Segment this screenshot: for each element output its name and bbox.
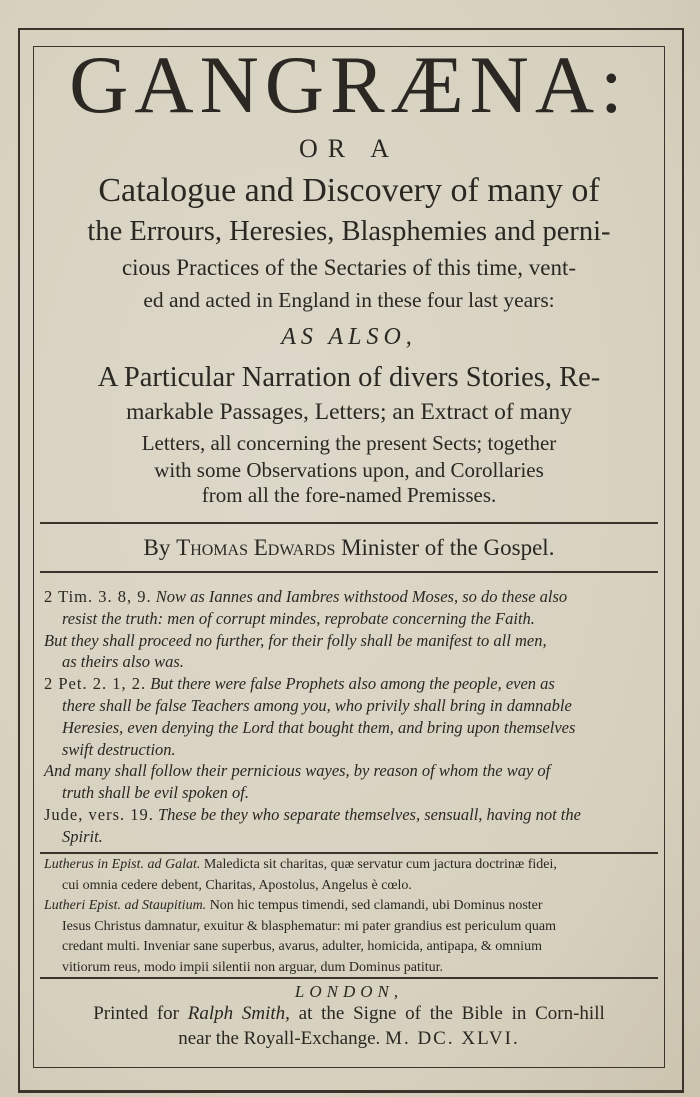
latin-line [62, 939, 680, 955]
quote-text: as theirs also was. [62, 652, 184, 672]
quote-text: And many shall follow their pernicious wayes, by reason of whom the way of [44, 761, 551, 781]
narration-line: A Particular Narration of divers Stories, Re- [97, 362, 601, 393]
scripture-line [62, 696, 680, 716]
quote-text: Non hic tempus timendi, sed clamandi, ubi Dominus noster [209, 898, 543, 913]
scripture-line [62, 718, 680, 738]
narration-line: markable Passages, Letters; an Extract of many [126, 399, 572, 425]
or-a: OR A [299, 134, 399, 163]
latin-line [44, 857, 662, 873]
author-name: Thomas Edwards [176, 535, 336, 560]
citation-ref: Jude, vers. 19. [44, 805, 154, 824]
citation-ref: 2 Pet. 2. 1, 2. [44, 674, 147, 694]
author-by: By [143, 535, 171, 560]
imprint-city: LONDON, [294, 982, 404, 1001]
quote-text: Iesus Christus damnatur, exuitur & blasphematur: mi pater grandius est periculum quam [62, 918, 556, 934]
subtitle-line: cious Practices of the Sectaries of this time, vent- [121, 255, 577, 280]
narration-line: Letters, all concerning the present Sects; together [141, 431, 557, 455]
divider [40, 522, 658, 524]
book-title: GANGRÆNA: [69, 39, 629, 130]
scripture-line [44, 674, 662, 694]
printer-sign: at the Signe of the Bible in Corn-hill [298, 1003, 605, 1024]
imprint-location: near the Royall-Exchange. [178, 1028, 381, 1049]
divider [40, 852, 658, 854]
scripture-line [62, 652, 680, 672]
divider [40, 977, 658, 979]
quote-text: But they shall proceed no further, for their folly shall be manifest to all men, [44, 630, 547, 650]
quote-text: Spirit. [62, 826, 103, 846]
imprint-date-line [33, 1028, 665, 1050]
scripture-line [62, 609, 680, 629]
imprint-year: M. DC. XLVI. [385, 1028, 520, 1049]
scripture-line [44, 761, 662, 781]
latin-line [62, 919, 680, 935]
imprint-printer-line [33, 1003, 665, 1025]
citation-ref: Lutherus in Epist. ad Galat. [44, 857, 201, 872]
narration-line: with some Observations upon, and Corollaries [154, 458, 544, 482]
subtitle-line: ed and acted in England in these four last years: [143, 288, 555, 312]
quote-text: there shall be false Teachers among you, who privily shall bring in damnable [62, 696, 572, 715]
quote-text: cui omnia cedere debent, Charitas, Apostolus, Angelus è cœlo. [62, 877, 412, 893]
latin-line [62, 960, 680, 976]
scripture-line [62, 827, 680, 847]
quote-text: vitiorum reus, modo impii silentii non arguar, dum Dominus patitur. [62, 959, 444, 975]
printed-for: Printed for [93, 1003, 179, 1024]
quote-text: Heresies, even denying the Lord that bought them, and bring upon themselves [62, 717, 576, 737]
as-also: AS ALSO, [281, 324, 417, 350]
quote-text: Maledicta sit charitas, quæ servatur cum jactura doctrinæ fidei, [203, 857, 557, 872]
quote-text: credant multi. Inveniar sane superbus, avarus, adulter, homicida, antipapa, & omnium [62, 939, 542, 954]
subtitle-line: the Errours, Heresies, Blasphemies and perni- [87, 216, 611, 247]
latin-line [62, 878, 680, 894]
quote-text: resist the truth: men of corrupt mindes, reprobate concerning the Faith. [62, 608, 535, 628]
quote-text: truth shall be evil spoken of. [62, 783, 249, 803]
quote-text: Now as Iannes and Iambres withstood Moses, so do these also [155, 587, 568, 606]
author-role: Minister of the Gospel. [341, 535, 555, 560]
quote-text: swift destruction. [62, 739, 176, 759]
author-line [33, 535, 665, 561]
narration-line: from all the fore-named Premisses. [201, 483, 497, 507]
scripture-line [44, 631, 662, 651]
scripture-line [44, 587, 662, 607]
divider [40, 571, 658, 573]
citation-ref: Lutheri Epist. ad Staupitium. [44, 898, 207, 913]
quote-text: But there were false Prophets also among the people, even as [150, 674, 555, 694]
printer-name: Ralph Smith, [187, 1003, 290, 1024]
scripture-line [62, 740, 680, 760]
quote-text: These be they who separate themselves, sensuall, having not the [157, 805, 581, 824]
citation-ref: 2 Tim. 3. 8, 9. [44, 587, 152, 606]
scripture-line [44, 805, 662, 825]
subtitle-line: Catalogue and Discovery of many of [98, 172, 600, 209]
latin-line [44, 898, 662, 914]
scripture-line [62, 783, 680, 803]
